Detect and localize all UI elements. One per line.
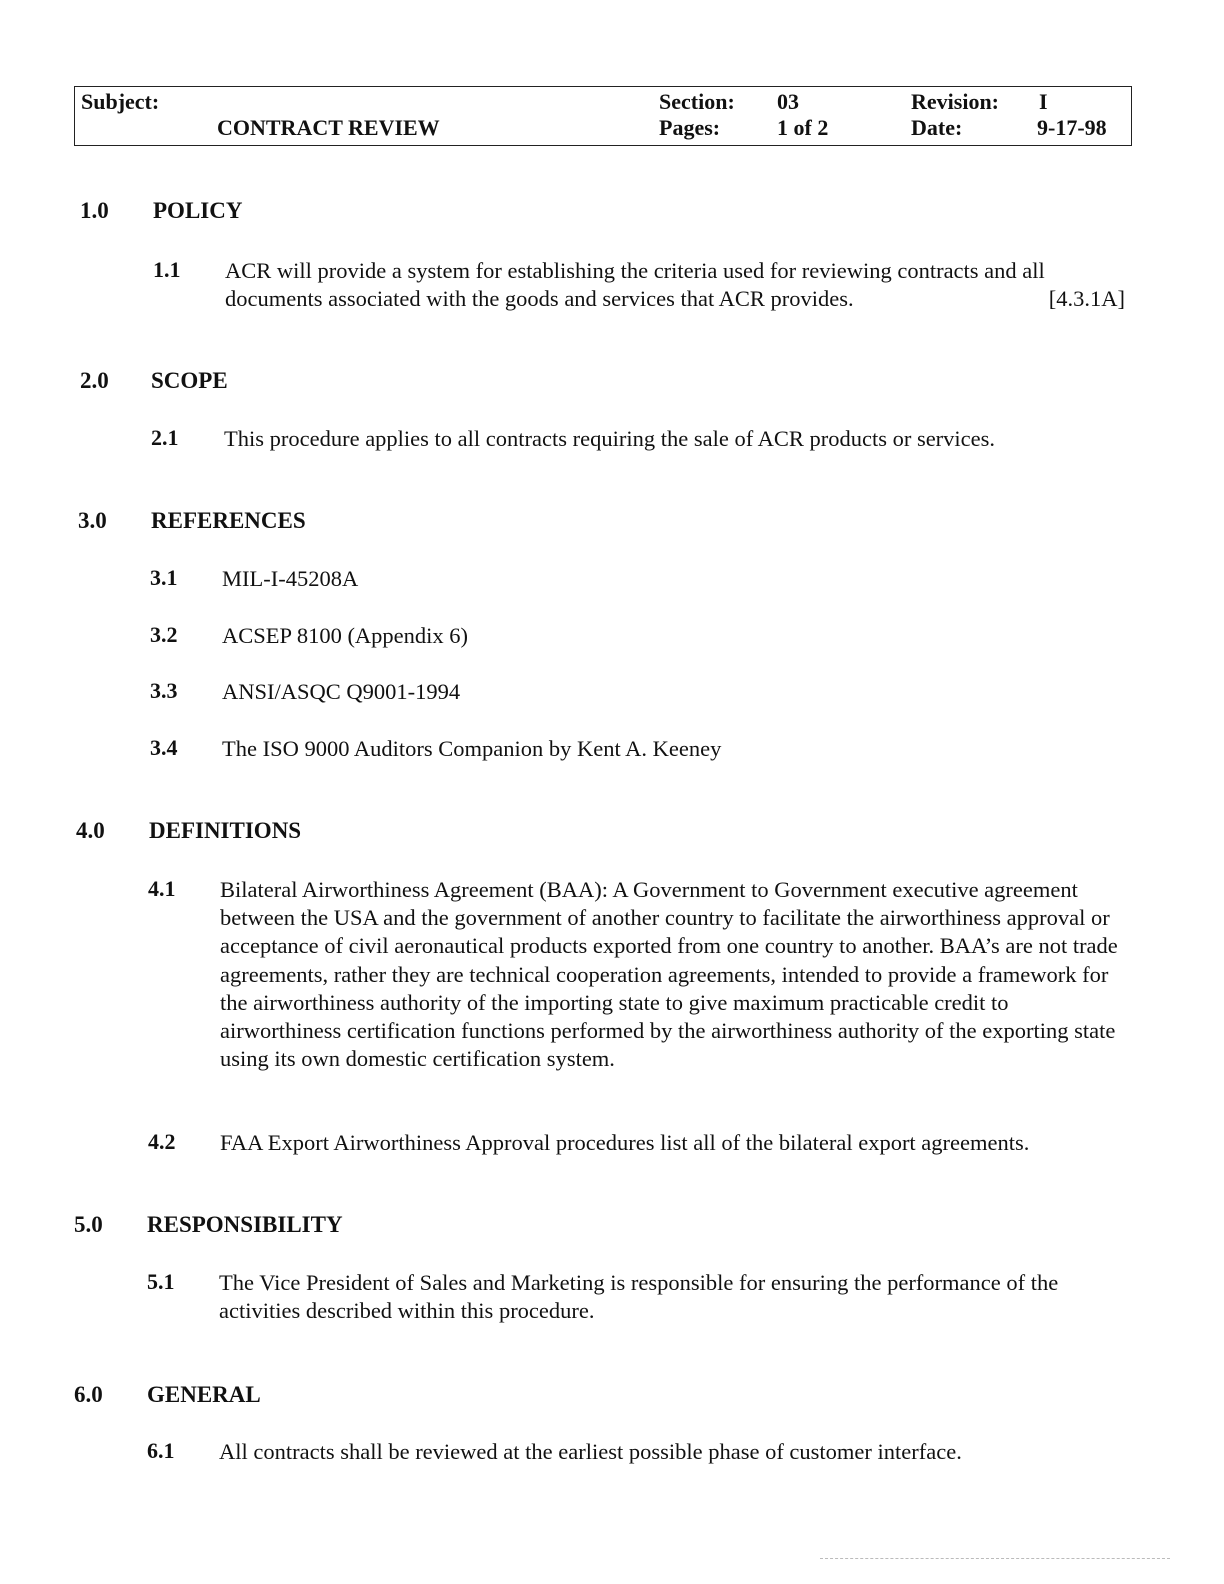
item-number: 4.2 bbox=[148, 1129, 176, 1154]
item-number: 2.1 bbox=[151, 425, 179, 450]
document-header bbox=[74, 86, 1132, 146]
item-number: 1.1 bbox=[153, 257, 181, 282]
revision-label: Revision: bbox=[911, 89, 999, 114]
item-text: All contracts shall be reviewed at the earliest possible phase of customer interface. bbox=[219, 1439, 962, 1464]
item-text: ANSI/ASQC Q9001-1994 bbox=[222, 679, 461, 704]
section-title: GENERAL bbox=[147, 1382, 261, 1407]
section-number: 6.0 bbox=[74, 1382, 103, 1407]
section-title: SCOPE bbox=[151, 368, 228, 393]
item-reference: [4.3.1A] bbox=[1048, 286, 1125, 312]
section-title: RESPONSIBILITY bbox=[147, 1212, 343, 1237]
section-number: 1.0 bbox=[80, 198, 109, 223]
section-title: DEFINITIONS bbox=[149, 818, 302, 843]
item-number: 3.1 bbox=[150, 565, 178, 590]
date-label: Date: bbox=[911, 115, 963, 140]
item-text: MIL-I-45208A bbox=[222, 566, 359, 591]
item-text: The Vice President of Sales and Marketing is responsible for ensuring the performance of the activities described within this procedure. bbox=[219, 1270, 1059, 1324]
pages-label: Pages: bbox=[659, 115, 721, 140]
subject-label: Subject: bbox=[81, 89, 160, 114]
section-label: Section: bbox=[659, 89, 735, 114]
item-number: 6.1 bbox=[147, 1438, 175, 1463]
section-number: 2.0 bbox=[80, 368, 109, 393]
item-number: 3.4 bbox=[150, 735, 178, 760]
date-value: 9-17-98 bbox=[1037, 115, 1107, 140]
section-number: 3.0 bbox=[78, 508, 107, 533]
pages-value: 1 of 2 bbox=[777, 115, 829, 140]
item-number: 3.3 bbox=[150, 678, 178, 703]
item-number: 3.2 bbox=[150, 622, 178, 647]
item-text: This procedure applies to all contracts requiring the sale of ACR products or services. bbox=[224, 426, 996, 451]
item-text: Bilateral Airworthiness Agreement (BAA): A Government to Government executive agreement between the USA and the government of another country to facilitate the airworthiness approval or acceptance of civil aeronautical products exported from one country to another. BAA’s are not trade agreements, rather they are technical cooperation agreements, intended to provide a framework for the airworthiness authority of the importing state to give maximum practicable credit to airworthiness certification functions performed by the airworthiness authority of the exporting state using its own domestic certification system. bbox=[220, 877, 1118, 1072]
section-number: 5.0 bbox=[74, 1212, 103, 1237]
item-text bbox=[225, 257, 1125, 313]
item-text: ACSEP 8100 (Appendix 6) bbox=[222, 623, 469, 648]
item-body: ACR will provide a system for establishing the criteria used for reviewing contracts and all documents associated with the goods and services that ACR provides. bbox=[225, 258, 1045, 312]
section-title: POLICY bbox=[153, 198, 243, 223]
item-number: 4.1 bbox=[148, 876, 176, 901]
item-number: 5.1 bbox=[147, 1269, 175, 1294]
section-number: 4.0 bbox=[76, 818, 105, 843]
section-title: REFERENCES bbox=[151, 508, 306, 533]
revision-value: I bbox=[1039, 89, 1048, 114]
footer-divider bbox=[820, 1558, 1170, 1559]
subject-value: CONTRACT REVIEW bbox=[217, 115, 440, 140]
item-text: The ISO 9000 Auditors Companion by Kent A. Keeney bbox=[222, 736, 722, 761]
item-text: FAA Export Airworthiness Approval procedures list all of the bilateral export agreements. bbox=[220, 1130, 1030, 1155]
section-value: 03 bbox=[777, 89, 799, 114]
